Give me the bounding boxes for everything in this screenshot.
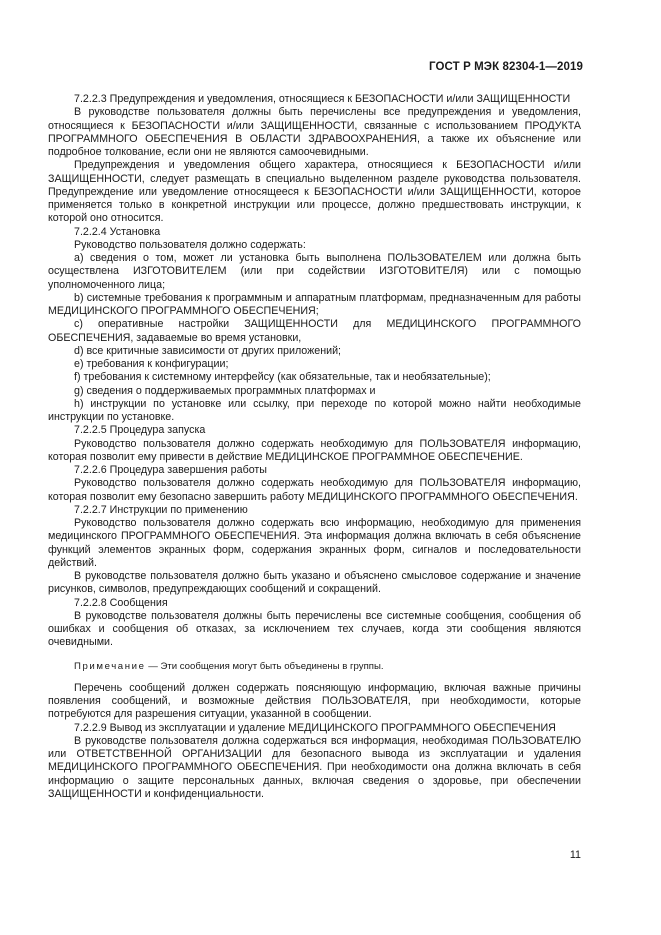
list-item: b) системные требования к программным и аппаратным платформам, предназначенным для работы МЕДИЦИНСКОГО ПРОГРАММНОГО ОБЕСПЕЧЕНИЯ; xyxy=(48,291,581,317)
list-item: g) сведения о поддерживаемых программных платформах и xyxy=(74,384,376,397)
section-heading: 7.2.2.6 Процедура завершения работы xyxy=(74,464,267,476)
section-heading: 7.2.2.9 Вывод из эксплуатации и удаление МЕДИЦИНСКОГО ПРОГРАММНОГО ОБЕСПЕЧЕНИЯ xyxy=(74,721,556,734)
paragraph: Руководство пользователя должно содержать: xyxy=(74,238,306,251)
paragraph: В руководстве пользователя должны быть перечислены все предупреждения и уведомления, относящиеся к БЕЗОПАСНОСТИ и/или ЗАЩИЩЕННОСТИ, связанные с использованием ПРОДУКТА ПРОГРАММНОГО ОБЕСПЕЧЕНИЯ В ОБЛАСТИ ЗДРАВООХРАНЕНИЯ, а также их объяснение или подробное толкование, если они не являются самоочевидными. xyxy=(48,106,581,158)
document-header: ГОСТ Р МЭК 82304-1—2019 xyxy=(429,61,583,73)
paragraph: В руководстве пользователя должно быть указано и объяснено смысловое содержание и значение рисунков, символов, предупреждающих сообщений и сокращений. xyxy=(48,570,581,596)
section-heading: 7.2.2.5 Процедура запуска xyxy=(74,424,206,437)
note-text: — Эти сообщения могут быть объединены в группы. xyxy=(145,660,384,672)
section-heading: 7.2.2.8 Сообщения xyxy=(74,596,168,609)
section-heading: 7.2.2.4 Установка xyxy=(74,225,161,238)
note-label: Примечание xyxy=(74,660,146,672)
list-item: a) сведения о том, может ли установка быть выполнена ПОЛЬЗОВАТЕЛЕМ или должна быть осуществлена ИЗГОТОВИТЕЛЕМ (или при содействии ИЗГОТОВИТЕЛЯ) или с помощью уполномоченного лица; xyxy=(48,252,581,291)
section-heading: 7.2.2.3 Предупреждения и уведомления, относящиеся к БЕЗОПАСНОСТИ и/или ЗАЩИЩЕННОСТИ xyxy=(74,93,571,105)
list-item: f) требования к системному интерфейсу (как обязательные, так и необязательные); xyxy=(74,371,491,384)
paragraph: Перечень сообщений должен содержать поясняющую информацию, включая важные причины появления сообщений, и возможные действия ПОЛЬЗОВАТЕЛЯ, при необходимости, которые потребуются для разрешения ситуации, указанной в сообщении. xyxy=(48,681,581,721)
paragraph: Предупреждения и уведомления общего характера, относящиеся к БЕЗОПАСНОСТИ и/или ЗАЩИЩЕННОСТИ, следует размещать в специально выделенном разделе руководства пользователя. Предупреждение или уведомление относящееся к БЕЗОПАСНОСТИ и/или ЗАЩИЩЕННОСТИ, которое применяется только в конкретной инструкции или процессе, должно предшествовать инструкции, к которой оно относится. xyxy=(48,159,581,225)
paragraph: Руководство пользователя должно содержать необходимую для ПОЛЬЗОВАТЕЛЯ информацию, которая позволит ему привести в действие МЕДИЦИНСКОЕ ПРОГРАММНОЕ ОБЕСПЕЧЕНИЕ. xyxy=(48,437,581,463)
paragraph: Руководство пользователя должно содержать необходимую для ПОЛЬЗОВАТЕЛЯ информацию, которая позволит ему безопасно завершить работу МЕДИЦИНСКОГО ПРОГРАММНОГО ОБЕСПЕЧЕНИЯ. xyxy=(48,477,581,503)
list-item: c) оперативные настройки ЗАЩИЩЕННОСТИ для МЕДИЦИНСКОГО ПРОГРАММНОГО ОБЕСПЕЧЕНИЯ, задаваемые во время установки, xyxy=(48,318,581,344)
section-heading: 7.2.2.7 Инструкции по применению xyxy=(74,503,248,516)
list-item: e) требования к конфигурации; xyxy=(74,358,229,370)
page-number: 11 xyxy=(569,849,581,861)
note xyxy=(48,660,581,673)
paragraph: В руководстве пользователя должна содержаться вся информация, необходимая ПОЛЬЗОВАТЕЛЮ или ОТВЕТСТВЕННОЙ ОРГАНИЗАЦИИ для безопасного вывода из эксплуатации и удаления МЕДИЦИНСКОГО ПРОГРАММНОГО ОБЕСПЕЧЕНИЯ. При необходимости она должна включать в себя информацию о защите персональных данных, включая сведения о здоровье, при обеспечении ЗАЩИЩЕННОСТИ и конфиденциальности. xyxy=(48,734,581,800)
paragraph: Руководство пользователя должно содержать всю информацию, необходимую для применения медицинского ПРОГРАММНОГО ОБЕСПЕЧЕНИЯ. Эта информация должна включать в себя объяснение функций элементов экранных форм, содержания экранных форм, сигналов и последовательности действий. xyxy=(48,517,581,569)
list-item: d) все критичные зависимости от других приложений; xyxy=(74,344,342,357)
paragraph: В руководстве пользователя должны быть перечислены все системные сообщения, сообщения об ошибках и сообщения об отказах, за исключением тех случаев, когда эти сообщения являются очевидными. xyxy=(48,609,581,649)
document-body xyxy=(48,93,581,801)
list-item: h) инструкции по установке или ссылку, при переходе по которой можно найти необходимые инструкции по установке. xyxy=(48,397,581,423)
